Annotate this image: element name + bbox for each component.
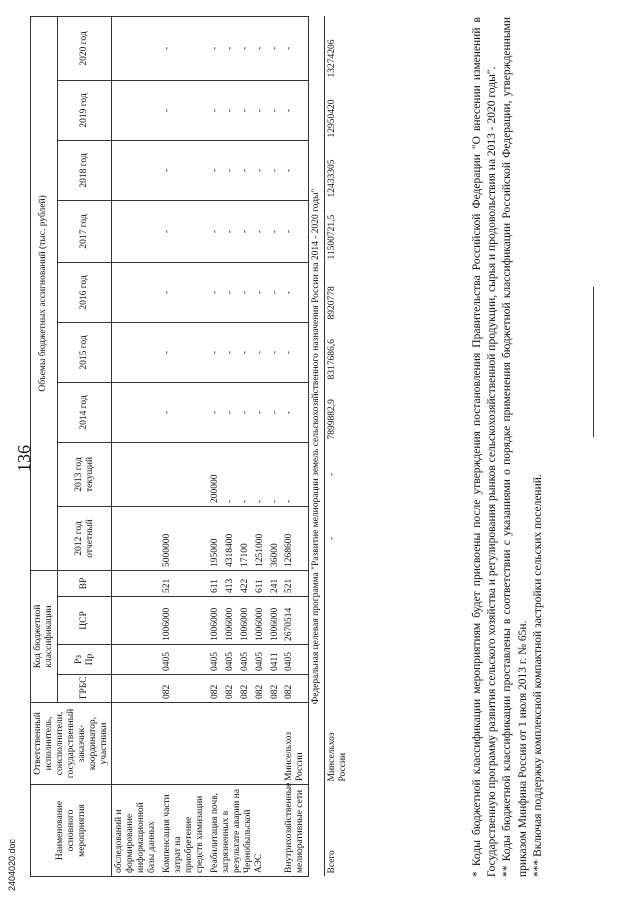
row-2013: 200000	[208, 442, 223, 506]
row-2018: -	[268, 140, 283, 200]
row-rzpr: 0411	[268, 645, 283, 675]
page-number: 136	[14, 445, 34, 472]
total-label: Всего	[327, 850, 338, 874]
row-2017: -	[238, 200, 253, 262]
header-vr: ВР	[57, 570, 112, 596]
row-rzpr: 0405	[238, 645, 253, 675]
row-2014: -	[253, 382, 268, 442]
row-grbs: 082	[282, 675, 308, 703]
total-2016: 8920778	[327, 286, 338, 320]
row-2015: -	[208, 322, 223, 382]
row-vr: 521	[160, 570, 208, 596]
row-csr: 1006000	[208, 597, 223, 645]
row-2020: -	[282, 16, 308, 80]
header-rzpr: Рз Пр	[57, 645, 112, 675]
row-2017	[112, 200, 160, 262]
header-csr: ЦСР	[57, 597, 112, 645]
row-grbs: 082	[268, 675, 283, 703]
total-row	[325, 16, 351, 876]
row-2019: -	[223, 80, 238, 140]
row-2017: -	[253, 200, 268, 262]
row-name: Реабилитация почв, загрязненных в результате аварии на Чернобыльской АЭС	[208, 785, 283, 877]
row-grbs	[112, 675, 160, 703]
row-2019: -	[268, 80, 283, 140]
total-2013: -	[327, 472, 338, 477]
table-row	[160, 16, 208, 876]
header-name: Наименование основного мероприятия	[31, 785, 112, 877]
row-2018: -	[238, 140, 253, 200]
row-2020: -	[253, 16, 268, 80]
row-2020	[112, 16, 160, 80]
row-2017: -	[160, 200, 208, 262]
budget-table	[30, 16, 351, 877]
row-2020: -	[238, 16, 253, 80]
row-rzpr: 0405	[282, 645, 308, 675]
row-2012: 1268600	[282, 506, 308, 570]
row-2020: -	[208, 16, 223, 80]
row-2017: -	[282, 200, 308, 262]
total-2012: -	[327, 536, 338, 541]
row-2015: -	[282, 322, 308, 382]
row-grbs: 082	[238, 675, 253, 703]
row-2013: -	[282, 442, 308, 506]
total-2015: 8317686,6	[327, 339, 338, 380]
row-2015: -	[253, 322, 268, 382]
row-name: Внутрихозяйственные мелиоративные сети	[282, 785, 308, 877]
row-rzpr: 0405	[160, 645, 208, 675]
row-2015: -	[238, 322, 253, 382]
total-2020: 13274206	[327, 39, 338, 78]
row-2014	[112, 382, 160, 442]
row-2012: 4318400	[223, 506, 238, 570]
row-rzpr: 0405	[223, 645, 238, 675]
total-2014: 7899882,9	[327, 399, 338, 440]
row-2014: -	[238, 382, 253, 442]
program-title: Федеральная целевая программа "Развитие мелиорации земель сельскохозяйственного назначения России на 2014 - 2020 годы"	[309, 16, 325, 876]
row-2020: -	[160, 16, 208, 80]
header-2015: 2015 год	[57, 322, 112, 382]
row-2018: -	[223, 140, 238, 200]
row-2013	[160, 442, 208, 506]
header-budget-code: Код бюджетной классификации	[31, 570, 58, 702]
program-title-row	[309, 16, 325, 876]
row-2019: -	[160, 80, 208, 140]
row-responsible	[112, 703, 160, 785]
footnote-1: * Коды бюджетной классификации мероприятиям будет присвоены после утверждения постановления Правительства Российской Федерации "О внесении изменений в Государственную программу развития сельского хозяйства и регулирования рынков сельскохозяйственной продукции, сырья и продовольствия на 2013 - 2020 годы".	[471, 17, 499, 877]
row-name: обследований и формирование информационной базы данных	[112, 785, 160, 877]
total-2018: 12433305	[327, 159, 338, 198]
row-2017: -	[223, 200, 238, 262]
row-vr: 521	[282, 570, 308, 596]
row-2015: -	[160, 322, 208, 382]
header-responsible: Ответственный исполнитель, соисполнители, государственный заказчик-координатор, участники	[31, 703, 112, 785]
row-csr: 1006000	[160, 597, 208, 645]
row-2020: -	[223, 16, 238, 80]
row-2019: -	[208, 80, 223, 140]
row-vr	[112, 570, 160, 596]
row-2018: -	[208, 140, 223, 200]
row-responsible	[208, 703, 283, 785]
header-2014: 2014 год	[57, 382, 112, 442]
row-2013: -	[253, 442, 268, 506]
row-2016: -	[238, 262, 253, 322]
row-grbs: 082	[208, 675, 223, 703]
header-2012: 2012 год отчетный	[57, 506, 112, 570]
row-vr: 611	[208, 570, 223, 596]
row-2020: -	[268, 16, 283, 80]
row-responsible	[160, 703, 208, 785]
table-row	[208, 16, 223, 876]
row-2014: -	[160, 382, 208, 442]
file-stamp: 2404020.doc	[7, 838, 17, 891]
row-2012: 1251000	[253, 506, 268, 570]
table-body	[112, 16, 351, 876]
header-2013: 2013 год текущий	[57, 442, 112, 506]
row-2014: -	[208, 382, 223, 442]
table-header	[31, 16, 112, 876]
header-volumes: Объемы бюджетных ассигнований (тыс. рублей)	[31, 16, 58, 570]
footnote-3: *** Включая поддержку комплексной компактной застройки сельских поселений.	[531, 474, 544, 877]
row-2017: -	[268, 200, 283, 262]
row-vr: 413	[223, 570, 238, 596]
row-2019: -	[238, 80, 253, 140]
row-2014: -	[282, 382, 308, 442]
row-vr: 422	[238, 570, 253, 596]
table-row	[282, 16, 308, 876]
row-rzpr: 0405	[208, 645, 223, 675]
row-csr: 1006000	[268, 597, 283, 645]
row-2012	[112, 506, 160, 570]
row-responsible: Минсельхоз России	[282, 703, 308, 785]
total-csr	[325, 597, 351, 645]
row-2017: -	[208, 200, 223, 262]
row-vr: 611	[253, 570, 268, 596]
row-2013: -	[223, 442, 238, 506]
total-2019: 12950420	[327, 99, 338, 138]
header-2017: 2017 год	[57, 200, 112, 262]
row-csr: 1006000	[238, 597, 253, 645]
row-grbs: 082	[253, 675, 268, 703]
row-2012: 195000	[208, 506, 223, 570]
row-2012: 17100	[238, 506, 253, 570]
row-2013	[112, 442, 160, 506]
row-vr: 241	[268, 570, 283, 596]
row-2016	[112, 262, 160, 322]
footnote-2: ** Коды бюджетной классификации проставлены в соответствии с указаниями о порядке применения бюджетной классификации Российской Федерации, утвержденными приказом Минфина России от 1 июля 2013 г. № 65н.	[501, 17, 529, 877]
header-2018: 2018 год	[57, 140, 112, 200]
row-csr: 1006000	[223, 597, 238, 645]
row-csr	[112, 597, 160, 645]
row-2016: -	[253, 262, 268, 322]
footnotes	[470, 17, 546, 877]
footnote-rule	[593, 287, 594, 437]
row-2012: 5000000	[160, 506, 208, 570]
row-2016: -	[208, 262, 223, 322]
row-2018: -	[282, 140, 308, 200]
row-2019: -	[282, 80, 308, 140]
table-row	[112, 16, 160, 876]
row-grbs: 082	[160, 675, 208, 703]
row-2018	[112, 140, 160, 200]
row-name: Компенсация части затрат на приобретение средств химизации	[160, 785, 208, 877]
row-2015	[112, 322, 160, 382]
row-2018: -	[253, 140, 268, 200]
row-2016: -	[160, 262, 208, 322]
row-2015: -	[268, 322, 283, 382]
row-2016: -	[268, 262, 283, 322]
row-2016: -	[223, 262, 238, 322]
row-grbs: 082	[223, 675, 238, 703]
row-csr: 2670514	[282, 597, 308, 645]
row-rzpr	[112, 645, 160, 675]
total-2017: 11500721,5	[327, 214, 338, 260]
row-2014: -	[223, 382, 238, 442]
row-2019	[112, 80, 160, 140]
row-csr: 1006000	[253, 597, 268, 645]
row-2012: 36000	[268, 506, 283, 570]
header-2016: 2016 год	[57, 262, 112, 322]
row-rzpr: 0405	[253, 645, 268, 675]
row-2013: -	[238, 442, 253, 506]
header-2019: 2019 год	[57, 80, 112, 140]
header-grbs: ГРБС	[57, 675, 112, 703]
header-2020: 2020 год	[57, 16, 112, 80]
row-2018: -	[160, 140, 208, 200]
row-2015: -	[223, 322, 238, 382]
row-2019: -	[253, 80, 268, 140]
total-rzpr	[325, 645, 351, 675]
row-2013: -	[268, 442, 283, 506]
total-vr	[325, 570, 351, 596]
row-2016: -	[282, 262, 308, 322]
total-responsible: Минсельхоз России	[327, 732, 349, 782]
row-2014: -	[268, 382, 283, 442]
total-grbs	[325, 675, 351, 703]
